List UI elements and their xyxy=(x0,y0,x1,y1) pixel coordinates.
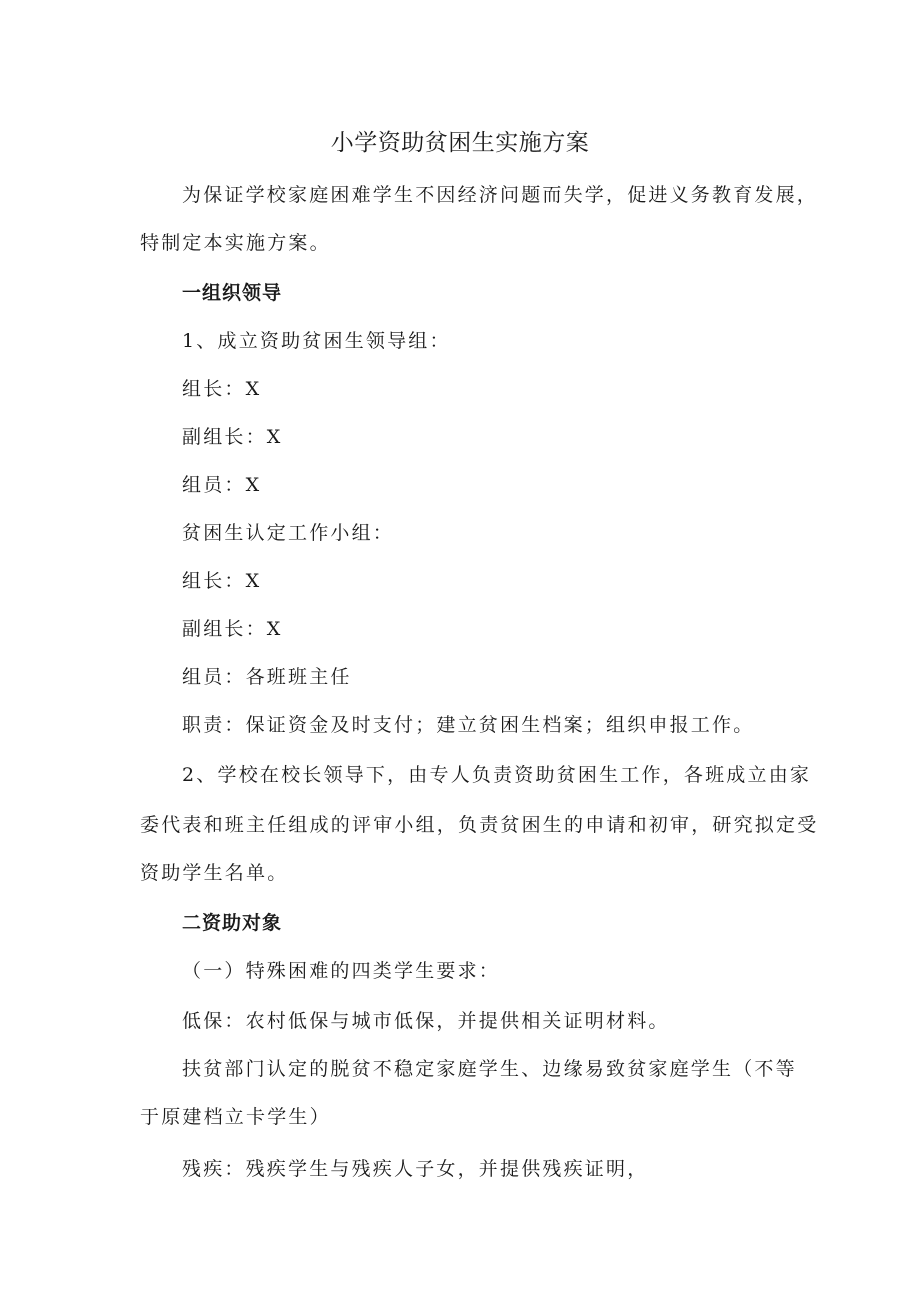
section-1-heading: 一组织领导 xyxy=(182,282,283,304)
group-2-deputy-line: 副组长：X xyxy=(182,618,283,640)
intro-line-1: 为保证学校家庭困难学生不因经济问题而失学，促进义务教育发展， xyxy=(182,184,819,206)
canji-line: 残疾：残疾学生与残疾人子女，并提供残疾证明， xyxy=(182,1158,649,1180)
intro-line-2: 特制定本实施方案。 xyxy=(140,232,331,254)
document-title: 小学资助贫困生实施方案 xyxy=(330,130,590,156)
group-2-leader-line: 组长：X xyxy=(182,570,262,592)
group-2-member-line: 组员：各班班主任 xyxy=(182,666,352,688)
member-line: 组员：X xyxy=(182,474,262,496)
section-1-item-2-line-1: 2、学校在校长领导下，由专人负责资助贫困生工作，各班成立由家 xyxy=(182,764,812,786)
duty-line: 职责：保证资金及时支付；建立贫困生档案；组织申报工作。 xyxy=(182,714,755,736)
section-1-item-2-line-3: 资助学生名单。 xyxy=(140,862,289,884)
leader-line: 组长：X xyxy=(182,378,262,400)
section-1-item-2-line-2: 委代表和班主任组成的评审小组，负责贫困生的申请和初审，研究拟定受 xyxy=(140,814,819,836)
group-2-title: 贫困生认定工作小组： xyxy=(182,522,395,544)
section-2-sub-1: （一）特殊困难的四类学生要求： xyxy=(182,960,501,982)
fupin-line-1: 扶贫部门认定的脱贫不稳定家庭学生、边缘易致贫家庭学生（不等 xyxy=(182,1058,797,1080)
dibao-line: 低保：农村低保与城市低保，并提供相关证明材料。 xyxy=(182,1010,670,1032)
section-1-item-1: 1、成立资助贫困生领导组： xyxy=(182,330,451,352)
fupin-line-2: 于原建档立卡学生） xyxy=(140,1106,331,1128)
section-2-heading: 二资助对象 xyxy=(182,912,283,934)
deputy-line: 副组长：X xyxy=(182,426,283,448)
